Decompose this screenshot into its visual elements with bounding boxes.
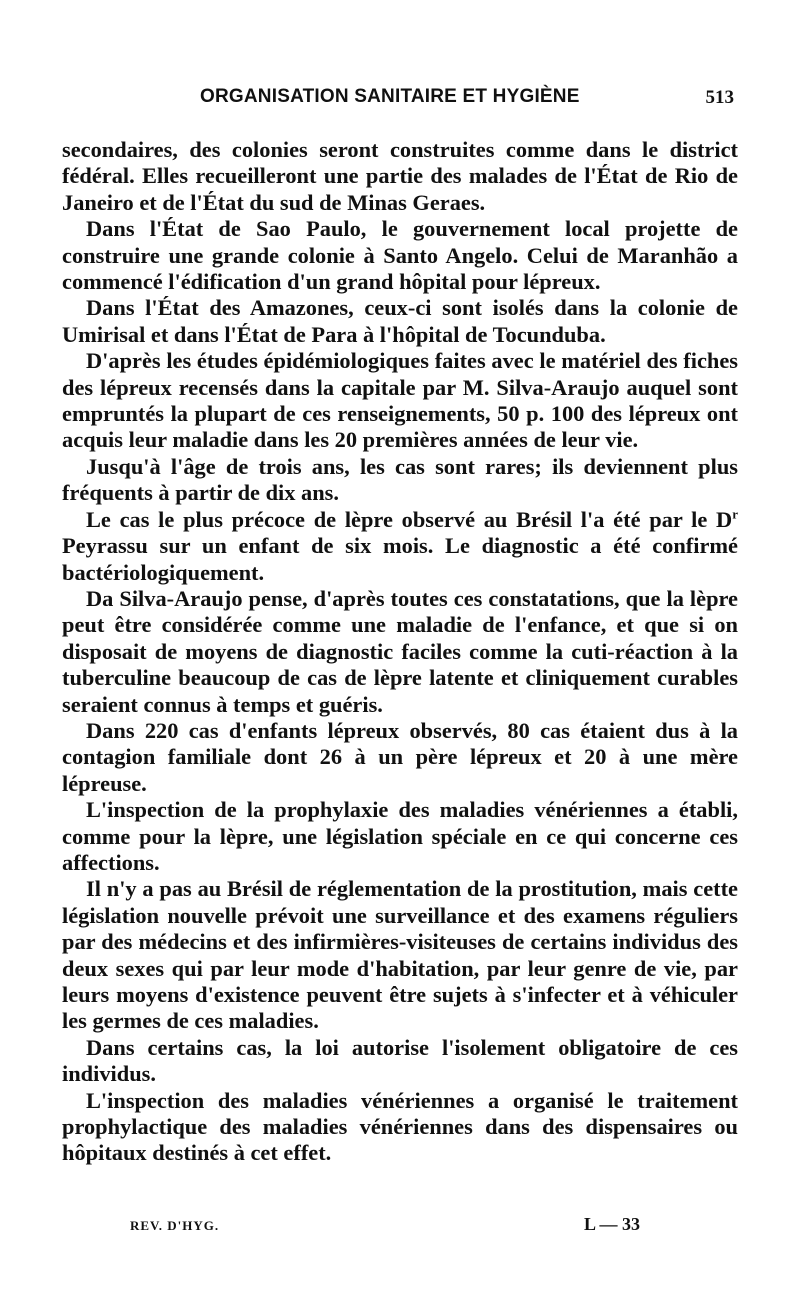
running-title: ORGANISATION SANITAIRE ET HYGIÈNE bbox=[200, 86, 580, 107]
paragraph-amazones: Dans l'État des Amazones, ceux-ci sont isolés dans la colonie de Umirisal et dans l'État de Para à l'hôpital de Tocunduba. bbox=[62, 295, 738, 347]
paragraph-epidemiological-studies: D'après les études épidémiologiques faites avec le matériel des fiches des lépreux recensés dans la capitale par M. Silva-Araujo auquel sont empruntés la plupart de ces renseignements, 50 p. 100 des lépreux ont acquis leur maladie dans les 20 premières années de leur vie. bbox=[62, 348, 738, 453]
sheet-mark: L — 33 bbox=[584, 1214, 641, 1234]
doctor-abbreviation-superscript: r bbox=[732, 506, 738, 522]
earliest-case-text-before: Le cas le plus précoce de lèpre observé au Brésil l'a été par le D bbox=[86, 506, 733, 532]
paragraph-venereal-inspection: L'inspection de la prophylaxie des maladies vénériennes a établi, comme pour la lèpre, une législation spéciale en ce qui concerne ces affections. bbox=[62, 797, 738, 875]
paragraph-earliest-case bbox=[62, 507, 738, 586]
page-header bbox=[62, 86, 738, 116]
paragraph-age-three: Jusqu'à l'âge de trois ans, les cas sont rares; ils deviennent plus fréquents à partir de dix ans. bbox=[62, 453, 738, 506]
paragraph-sao-paulo: Dans l'État de Sao Paulo, le gouvernement local projette de construire une grande colonie à Santo Angelo. Celui de Maranhão a commencé l'édification d'un grand hôpital pour lépreux. bbox=[62, 216, 738, 295]
body-text bbox=[62, 137, 738, 1167]
paragraph-prostitution-regulation: Il n'y a pas au Brésil de réglementation de la prostitution, mais cette législation nouvelle prévoit une surveillance et des examens réguliers par des médecins et des infirmières-visiteuses de certains individus des deux sexes qui par leur mode d'habitation, par leur genre de vie, par leurs moyens d'existence peuvent être sujets à s'infecter et à véhiculer les germes de ces maladies. bbox=[62, 876, 738, 1034]
paragraph-colonies-continuation: secondaires, des colonies seront construites comme dans le district fédéral. Elles recueilleront une partie des malades de l'État de Rio de Janeiro et de l'État du sud de Minas Geraes. bbox=[62, 137, 738, 215]
journal-signature: REV. D'HYG. bbox=[130, 1218, 220, 1233]
earliest-case-text-after: Peyrassu sur un enfant de six mois. Le diagnostic a été confirmé bactériologiquement. bbox=[62, 533, 738, 585]
paragraph-mandatory-isolation: Dans certains cas, la loi autorise l'isolement obligatoire de ces individus. bbox=[62, 1034, 738, 1087]
paragraph-family-contagion: Dans 220 cas d'enfants lépreux observés, 80 cas étaient dus à la contagion familiale dont 26 à un père lépreux et 20 à une mère lépreuse. bbox=[62, 717, 738, 796]
page-number: 513 bbox=[705, 87, 734, 108]
paragraph-prophylactic-treatment: L'inspection des maladies vénériennes a organisé le traitement prophylactique des maladies vénériennes dans des dispensaires ou hôpitaux destinés à cet effet. bbox=[62, 1087, 738, 1166]
page-footer bbox=[62, 1214, 738, 1246]
paragraph-childhood-disease: Da Silva-Araujo pense, d'après toutes ces constatations, que la lèpre peut être considérée comme une maladie de l'enfance, et que si on disposait de moyens de diagnostic faciles comme la cuti-réaction à la tuberculine beaucoup de cas de lèpre latente et cliniquement curables seraient connus à temps et guéris. bbox=[62, 585, 738, 717]
